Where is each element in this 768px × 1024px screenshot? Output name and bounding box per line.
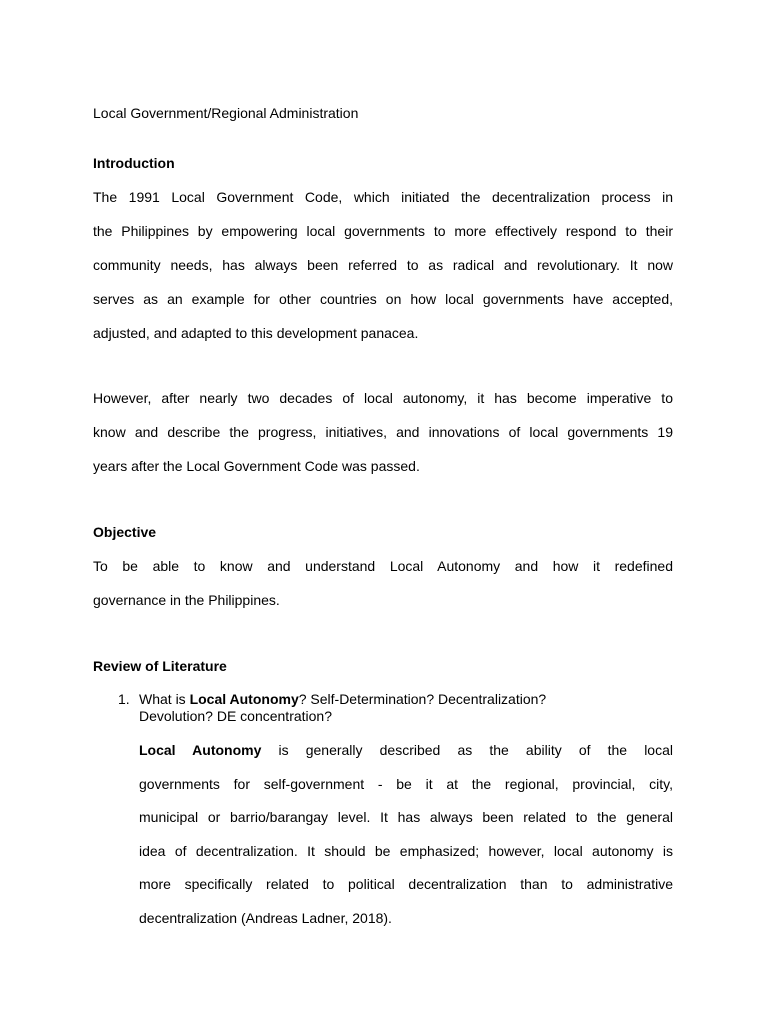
answer-first-rest: is generally described as the ability of the local: [261, 742, 673, 758]
document-title: Local Government/Regional Administration: [93, 105, 359, 121]
introduction-paragraph-1: [93, 180, 673, 350]
introduction-heading: Introduction: [93, 155, 175, 171]
text-line: However, after nearly two decades of local autonomy, it has become imperative to: [93, 390, 673, 406]
objective-paragraph: [93, 549, 673, 617]
text-line: municipal or barrio/barangay level. It has always been related to the general: [139, 809, 673, 825]
question-bold-term: Local Autonomy: [189, 691, 299, 707]
text-line: idea of decentralization. It should be emphasized; however, local autonomy is: [139, 842, 673, 859]
list-item-number: 1.: [118, 691, 130, 707]
text-line: governance in the Philippines.: [93, 592, 280, 608]
text-line: serves as an example for other countries on how local governments have accepted,: [93, 291, 673, 307]
text-line: adjusted, and adapted to this development panacea.: [93, 325, 419, 341]
objective-heading: Objective: [93, 524, 157, 540]
answer-bold-term: Local Autonomy: [139, 742, 262, 758]
text-line: more specifically related to political decentralization than to administrative: [139, 876, 673, 892]
text-line: governments for self-government - be it at the regional, provincial, city,: [139, 775, 673, 792]
answer-line-1: [139, 734, 673, 768]
list-item-question: [139, 691, 673, 725]
introduction-paragraph-2: [93, 381, 673, 483]
text-line: The 1991 Local Government Code, which initiated the decentralization process in: [93, 189, 673, 205]
list-item-answer: [139, 734, 673, 935]
question-line-1: [139, 691, 673, 708]
question-suffix: ? Self-Determination? Decentralization?: [298, 691, 547, 707]
text-line: the Philippines by empowering local governments to more effectively respond to their: [93, 223, 673, 239]
question-line-2: Devolution? DE concentration?: [139, 708, 333, 724]
review-heading: Review of Literature: [93, 658, 227, 674]
text-line: know and describe the progress, initiatives, and innovations of local governments 19: [93, 424, 673, 440]
question-prefix: What is: [139, 691, 190, 707]
text-line: To be able to know and understand Local Autonomy and how it redefined: [93, 558, 673, 574]
text-line: decentralization (Andreas Ladner, 2018).: [139, 909, 392, 926]
text-line: years after the Local Government Code was passed.: [93, 458, 420, 474]
text-line: community needs, has always been referred to as radical and revolutionary. It now: [93, 257, 673, 273]
